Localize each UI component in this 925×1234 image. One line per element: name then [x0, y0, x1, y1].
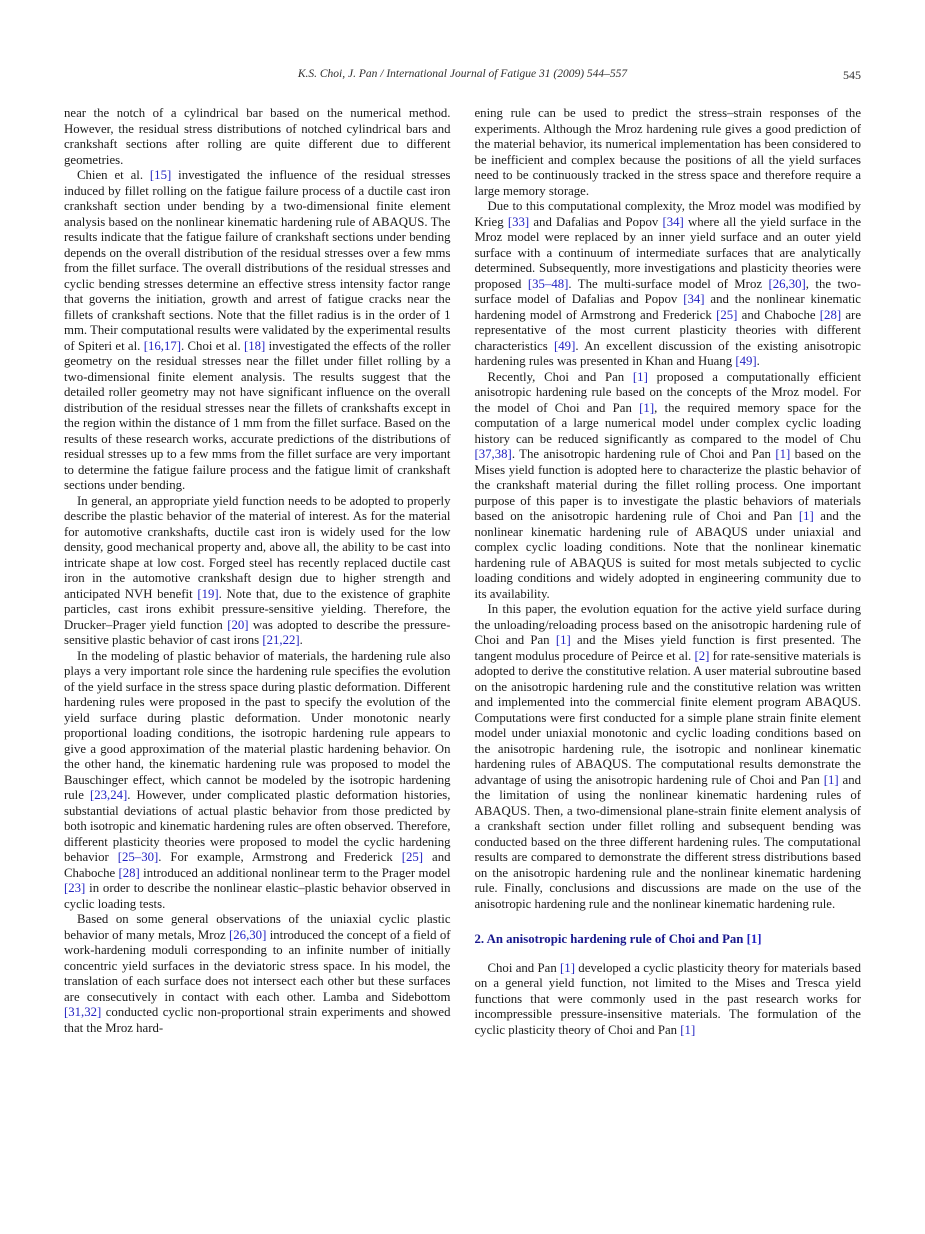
citation-link[interactable]: [1] [632, 369, 648, 384]
citation-link[interactable]: [1] [639, 400, 655, 415]
paragraph: In this paper, the evolution equation for the active yield surface during the unloading/reloading process based on the anisotropic hardening rule of Choi and Pan [1] and the Mises yield function is first presented. The tangent modulus procedure of Peirce et al. [2] for rate-sensitive materials is adopted to derive the constitutive relation. A user material subroutine based on the anisotropic hardening rule and the constitutive relation was written and implemented into the commercial finite element program ABAQUS. Computations were first conducted for a simple plane strain finite element model under uniaxial monotonic and cyclic loading conditions based on the anisotropic hardening rule, the isotropic and nonlinear kinematic hardening rules of ABAQUS. The computational results demonstrate the advantage of using the anisotropic hardening rule of Choi and Pan [1] and the limitation of using the nonlinear kinematic hardening rules of ABAQUS. Then, a two-dimensional plane-strain finite element analysis of a crankshaft section under fillet rolling and subsequent bending was conducted based on the three different hardening rules. The computational results are compared to demonstrate the different stress distributions based on the anisotropic hardening rule and the nonlinear kinematic hardening rule. Finally, conclusions and discussions are made on the use of the anisotropic hardening rule and the nonlinear kinematic hardening rule. [474, 602, 861, 911]
citation-link[interactable]: [49] [554, 338, 576, 353]
citation-link[interactable]: [25] [401, 850, 424, 864]
citation-link[interactable]: [34] [683, 292, 705, 306]
paragraph: ening rule can be used to predict the stress–strain responses of the experiments. Although the Mroz hardening rule gives a good prediction of the material behavior, its numerical implementation has been considered to be inefficient and complex because the positions of all the yield surfaces need to be continuously tracked in the stress space and therefore require a large memory storage. [474, 106, 861, 198]
citation-link[interactable]: [19] [197, 586, 219, 601]
citation-link[interactable]: [37,38] [474, 447, 512, 461]
citation-link[interactable]: [26,30] [229, 927, 267, 942]
citation-link[interactable]: [28] [819, 307, 842, 322]
paragraph: Chien et al. [15] investigated the influence of the residual stresses induced by fillet rolling on the fatigue failure process of a ductile cast iron crankshaft section under bending by a two-dimensional finite element analysis based on the nonlinear kinematic hardening rule of ABAQUS. The results indicate that the fatigue failure of crankshaft sections under bending depends on the overall distribution of the residual stresses over a few mms from the fillet surface. The overall distributions of the residual stresses and cyclic bending stresses determine an effective stress intensity factor range that governs the initiation, growth and arrest of fatigue cracks near the fillets of crankshaft sections. Note that the fillet radius is in the order of 1 mm. Their computational results were validated by the experimental results of Spiteri et al. [16,17]. Choi et al. [18] investigated the effects of the roller geometry on the residual stresses near the fillet under fillet rolling by a two-dimensional finite element analysis. The results suggest that the detailed roller geometry may not have significant influence on the overall distribution of the residual stresses near the fillets of crankshafts except in the region within the distance of 1 mm from the fillet surface. Based on the results of these research works, accurate predictions of the distributions of residual stresses up to a few mms from the fillet surface are very important to determine the fatigue failure process and the fatigue limit of crankshaft sections under bending. [64, 168, 451, 492]
section-heading: 2. An anisotropic hardening rule of Choi and Pan [1] [474, 932, 762, 946]
paragraph: In general, an appropriate yield function needs to be adopted to properly describe the plastic behavior of the material of interest. As for the material for automotive crankshafts, ductile cast iron is widely used for the low density, good mechanical property and, above all, the ability to be cast into intricate shape at low cost. Forged steel has recently replaced ductile cast iron in the automotive crankshaft design due to higher strength and anticipated NVH benefit [19]. Note that, due to the existence of graphite particles, cast irons exhibit pressure-sensitive yielding. Therefore, the Drucker–Prager yield function [20] was adopted to describe the pressure-sensitive plastic behavior of cast irons [21,22]. [64, 493, 451, 647]
citation-link[interactable]: [1] [798, 509, 814, 523]
citation-link[interactable]: [15] [149, 168, 172, 182]
citation-link[interactable]: [28] [118, 865, 140, 880]
citation-link[interactable]: [23] [64, 881, 86, 895]
citation-link[interactable]: [1] [775, 447, 791, 461]
citation-link[interactable]: [34] [662, 214, 684, 229]
citation-link[interactable]: [49] [735, 354, 757, 368]
citation-link[interactable]: [2] [694, 648, 710, 663]
paragraph: Choi and Pan [1] developed a cyclic plasticity theory for materials based on a general yield function, not limited to the Mises and Tresca yield functions that were commonly used in the past research works for incompressible pressure-insensitive materials. The formulation of the cyclic plasticity theory of Choi and Pan [1] [474, 960, 861, 1037]
citation-link[interactable]: [20] [227, 617, 249, 632]
paragraph: near the notch of a cylindrical bar based on the numerical method. However, the residual stress distributions of notched cylindrical bars and crankshaft sections after rolling are quite different due to different geometries. [64, 106, 451, 167]
paragraph: In the modeling of plastic behavior of materials, the hardening rule also plays a very important role since the hardening rule specifies the evolution of the yield surface in the stress space during plastic deformation. Different hardening rules were proposed in the past to specify the evolution of the yield surface during plastic deformation. Under monotonic nearly proportional loading conditions, the isotropic hardening rule appears to give a good approximation of the material plastic hardening behavior. On the other hand, the kinematic hardening rule was proposed to model the Bauschinger effect, which cannot be modeled by the isotropic hardening rule [23,24]. However, under complicated plastic deformation histories, substantial deviations of actual plastic behavior from those predicted by both isotropic and kinematic hardening rules are often observed. Therefore, different plasticity theories were proposed to model the cyclic hardening behavior [25–30]. For example, Armstrong and Frederick [25] and Chaboche [28] introduced an additional nonlinear term to the Prager model [23] in order to describe the nonlinear elastic–plastic behavior observed in cyclic loading tests. [64, 648, 451, 911]
citation-link[interactable]: [1] [555, 633, 571, 647]
citation-link[interactable]: [18] [244, 338, 266, 353]
citation-link[interactable]: [21,22] [262, 633, 300, 647]
running-title: K.S. Choi, J. Pan / International Journal of Fatigue 31 (2009) 544–557 [297, 68, 628, 80]
citation-link[interactable]: [33] [507, 214, 530, 229]
paragraph: Due to this computational complexity, the Mroz model was modified by Krieg [33] and Dafalias and Popov [34] where all the yield surface in the Mroz model were replaced by an inner yield surface and an outer yield surface with a continuum of intermediate surfaces that are analytically determined. Subsequently, more investigations and plasticity theories were proposed [35–48]. The multi-surface model of Mroz [26,30], the two-surface model of Dafalias and Popov [34] and the nonlinear kinematic hardening model of Armstrong and Frederick [25] and Chaboche [28] are representative of the most current plasticity theories with different characteristics [49]. An excellent discussion of the existing anisotropic hardening rules was presented in Khan and Huang [49]. [474, 199, 861, 368]
citation-link[interactable]: [1] [680, 1022, 696, 1037]
paragraph: Based on some general observations of the uniaxial cyclic plastic behavior of many metals, Mroz [26,30] introduced the concept of a field of work-hardening moduli corresponding to an infinite number of initially concentric yield surfaces in the deviatoric stress space. In his model, the translation of each surface does not intersect each other but these surfaces are consecutively in contact with each other. Lamba and Sidebottom [31,32] conducted cyclic non-proportional strain experiments and showed that the Mroz hard- [64, 912, 451, 1035]
citation-link[interactable]: [26,30] [768, 276, 806, 291]
citation-link[interactable]: [25–30] [117, 850, 159, 864]
citation-link[interactable]: [1] [560, 960, 575, 975]
two-column-body [64, 106, 861, 1038]
citation-link[interactable]: [31,32] [64, 1005, 102, 1019]
citation-link[interactable]: [35–48] [527, 276, 569, 291]
right-column [475, 106, 862, 1038]
page-header [64, 68, 861, 84]
citation-link[interactable]: [1] [746, 932, 762, 946]
left-column [64, 106, 451, 1038]
page-number: 545 [843, 68, 861, 82]
paragraph: Recently, Choi and Pan [1] proposed a computationally efficient anisotropic hardening rule based on the concepts of the Mroz model. For the model of Choi and Pan [1], the required memory space for the computation of a large numerical model under complex cyclic loading history can be reduced significantly as compared to the model of Chu [37,38]. The anisotropic hardening rule of Choi and Pan [1] based on the Mises yield function is adopted here to characterize the plastic behavior of the crankshaft material during the fillet rolling process. One important purpose of this paper is to investigate the plastic behaviors of materials based on the anisotropic hardening rule of Choi and Pan [1] and the nonlinear kinematic hardening rule of ABAQUS under uniaxial and complex cyclic loading conditions. Note that the nonlinear kinematic hardening rule of ABAQUS is suited for most metals subjected to cyclic loading conditions and widely adopted in engineering community due to its availability. [474, 369, 861, 601]
citation-link[interactable]: [16,17] [143, 338, 182, 353]
citation-link[interactable]: [1] [823, 772, 839, 787]
citation-link[interactable]: [23,24] [89, 788, 128, 802]
citation-link[interactable]: [25] [716, 307, 738, 322]
